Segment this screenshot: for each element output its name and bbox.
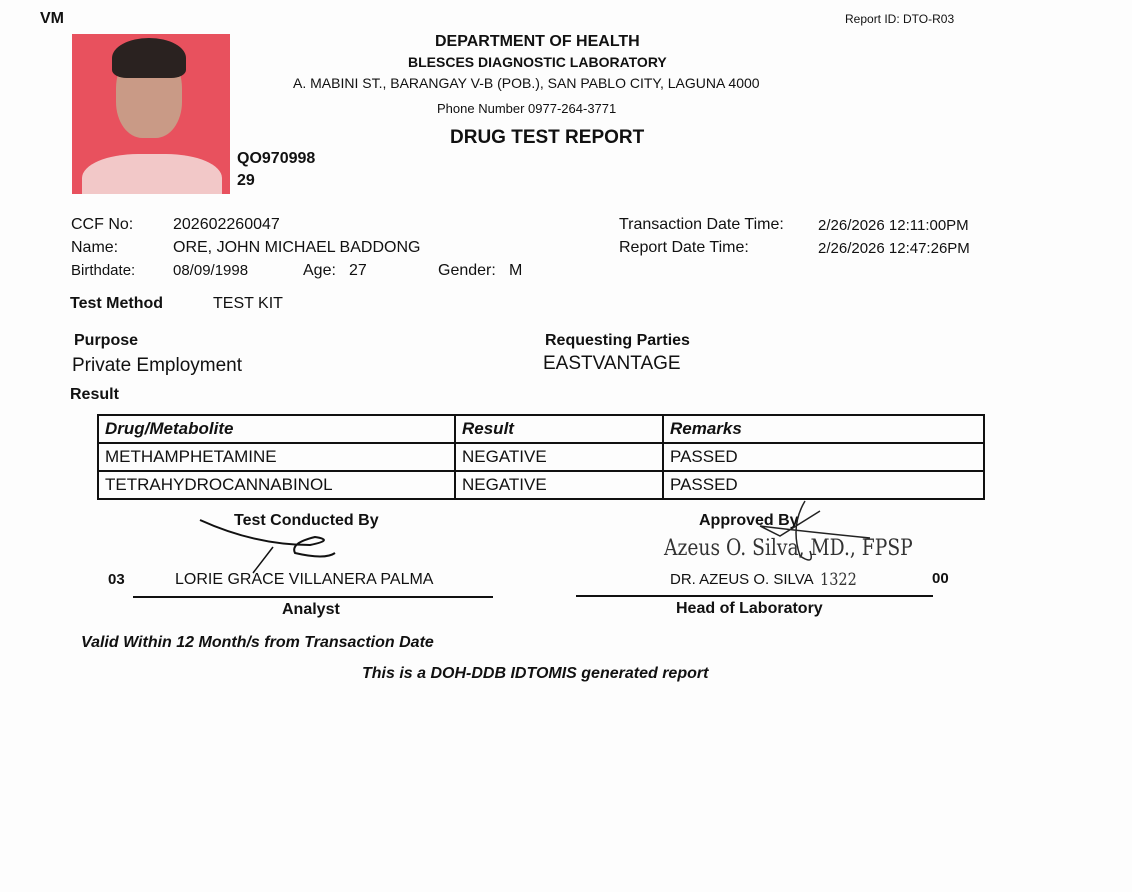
corner-code: VM (40, 10, 64, 27)
approver-code: 00 (932, 570, 949, 587)
lab-name: BLESCES DIAGNOSTIC LABORATORY (408, 54, 667, 70)
approver-line (576, 595, 933, 597)
result-label: Result (70, 386, 119, 403)
footer-note: This is a DOH-DDB IDTOMIS generated report (362, 665, 709, 682)
name-value: ORE, JOHN MICHAEL BADDONG (173, 239, 421, 256)
remarks-cell: PASSED (663, 443, 984, 471)
report-id: Report ID: DTO-R03 (845, 12, 955, 26)
ccf-label: CCF No: (71, 216, 134, 233)
table-row (98, 443, 984, 471)
parties-label: Requesting Parties (545, 332, 690, 349)
header-result: Result (455, 415, 663, 443)
table-header (98, 415, 984, 443)
result-cell: NEGATIVE (455, 471, 663, 499)
header-remarks: Remarks (663, 415, 984, 443)
transaction-label: Transaction Date Time: (619, 216, 784, 233)
method-value: TEST KIT (213, 295, 283, 312)
transaction-value: 2/26/2026 12:11:00PM (818, 217, 969, 234)
results-table (97, 414, 985, 500)
photo-code: QO970998 (237, 150, 316, 167)
report-date-label: Report Date Time: (619, 239, 749, 256)
dept-name: DEPARTMENT OF HEALTH (435, 33, 640, 50)
validity-note: Valid Within 12 Month/s from Transaction Date (81, 634, 434, 651)
approver-role: Head of Laboratory (676, 600, 823, 617)
analyst-role: Analyst (282, 601, 340, 618)
analyst-line (133, 596, 493, 598)
report-title: DRUG TEST REPORT (450, 127, 645, 148)
result-cell: NEGATIVE (455, 443, 663, 471)
analyst-name: LORIE GRACE VILLANERA PALMA (175, 571, 434, 588)
approver-stamp: Azeus O. Silva, MD., FPSP (664, 536, 913, 561)
header-drug: Drug/Metabolite (98, 415, 455, 443)
birthdate-label: Birthdate: (71, 262, 136, 279)
parties-value: EASTVANTAGE (543, 353, 681, 374)
purpose-value: Private Employment (72, 355, 243, 376)
gender-label: Gender: (438, 262, 496, 279)
age-value: 27 (349, 262, 367, 279)
table-row (98, 471, 984, 499)
lab-address: A. MABINI ST., BARANGAY V-B (POB.), SAN PABLO CITY, LAGUNA 4000 (293, 75, 760, 91)
analyst-code: 03 (108, 571, 125, 588)
lab-phone: Phone Number 0977-264-3771 (437, 101, 617, 116)
conducted-label: Test Conducted By (234, 512, 379, 529)
stamp-number: 1322 (820, 570, 857, 590)
drug-cell: METHAMPHETAMINE (98, 443, 455, 471)
remarks-cell: PASSED (663, 471, 984, 499)
ccf-value: 202602260047 (173, 216, 280, 233)
method-label: Test Method (70, 295, 164, 312)
name-label: Name: (71, 239, 119, 256)
drug-cell: TETRAHYDROCANNABINOL (98, 471, 455, 499)
photo-number: 29 (237, 172, 255, 189)
approver-name: DR. AZEUS O. SILVA (670, 571, 814, 588)
purpose-label: Purpose (74, 332, 139, 349)
report-date-value: 2/26/2026 12:47:26PM (818, 240, 970, 257)
age-label: Age: (303, 262, 336, 279)
patient-photo (72, 34, 230, 194)
birthdate-value: 08/09/1998 (173, 262, 249, 279)
gender-value: M (509, 262, 523, 279)
approved-label: Approved By (699, 512, 799, 529)
